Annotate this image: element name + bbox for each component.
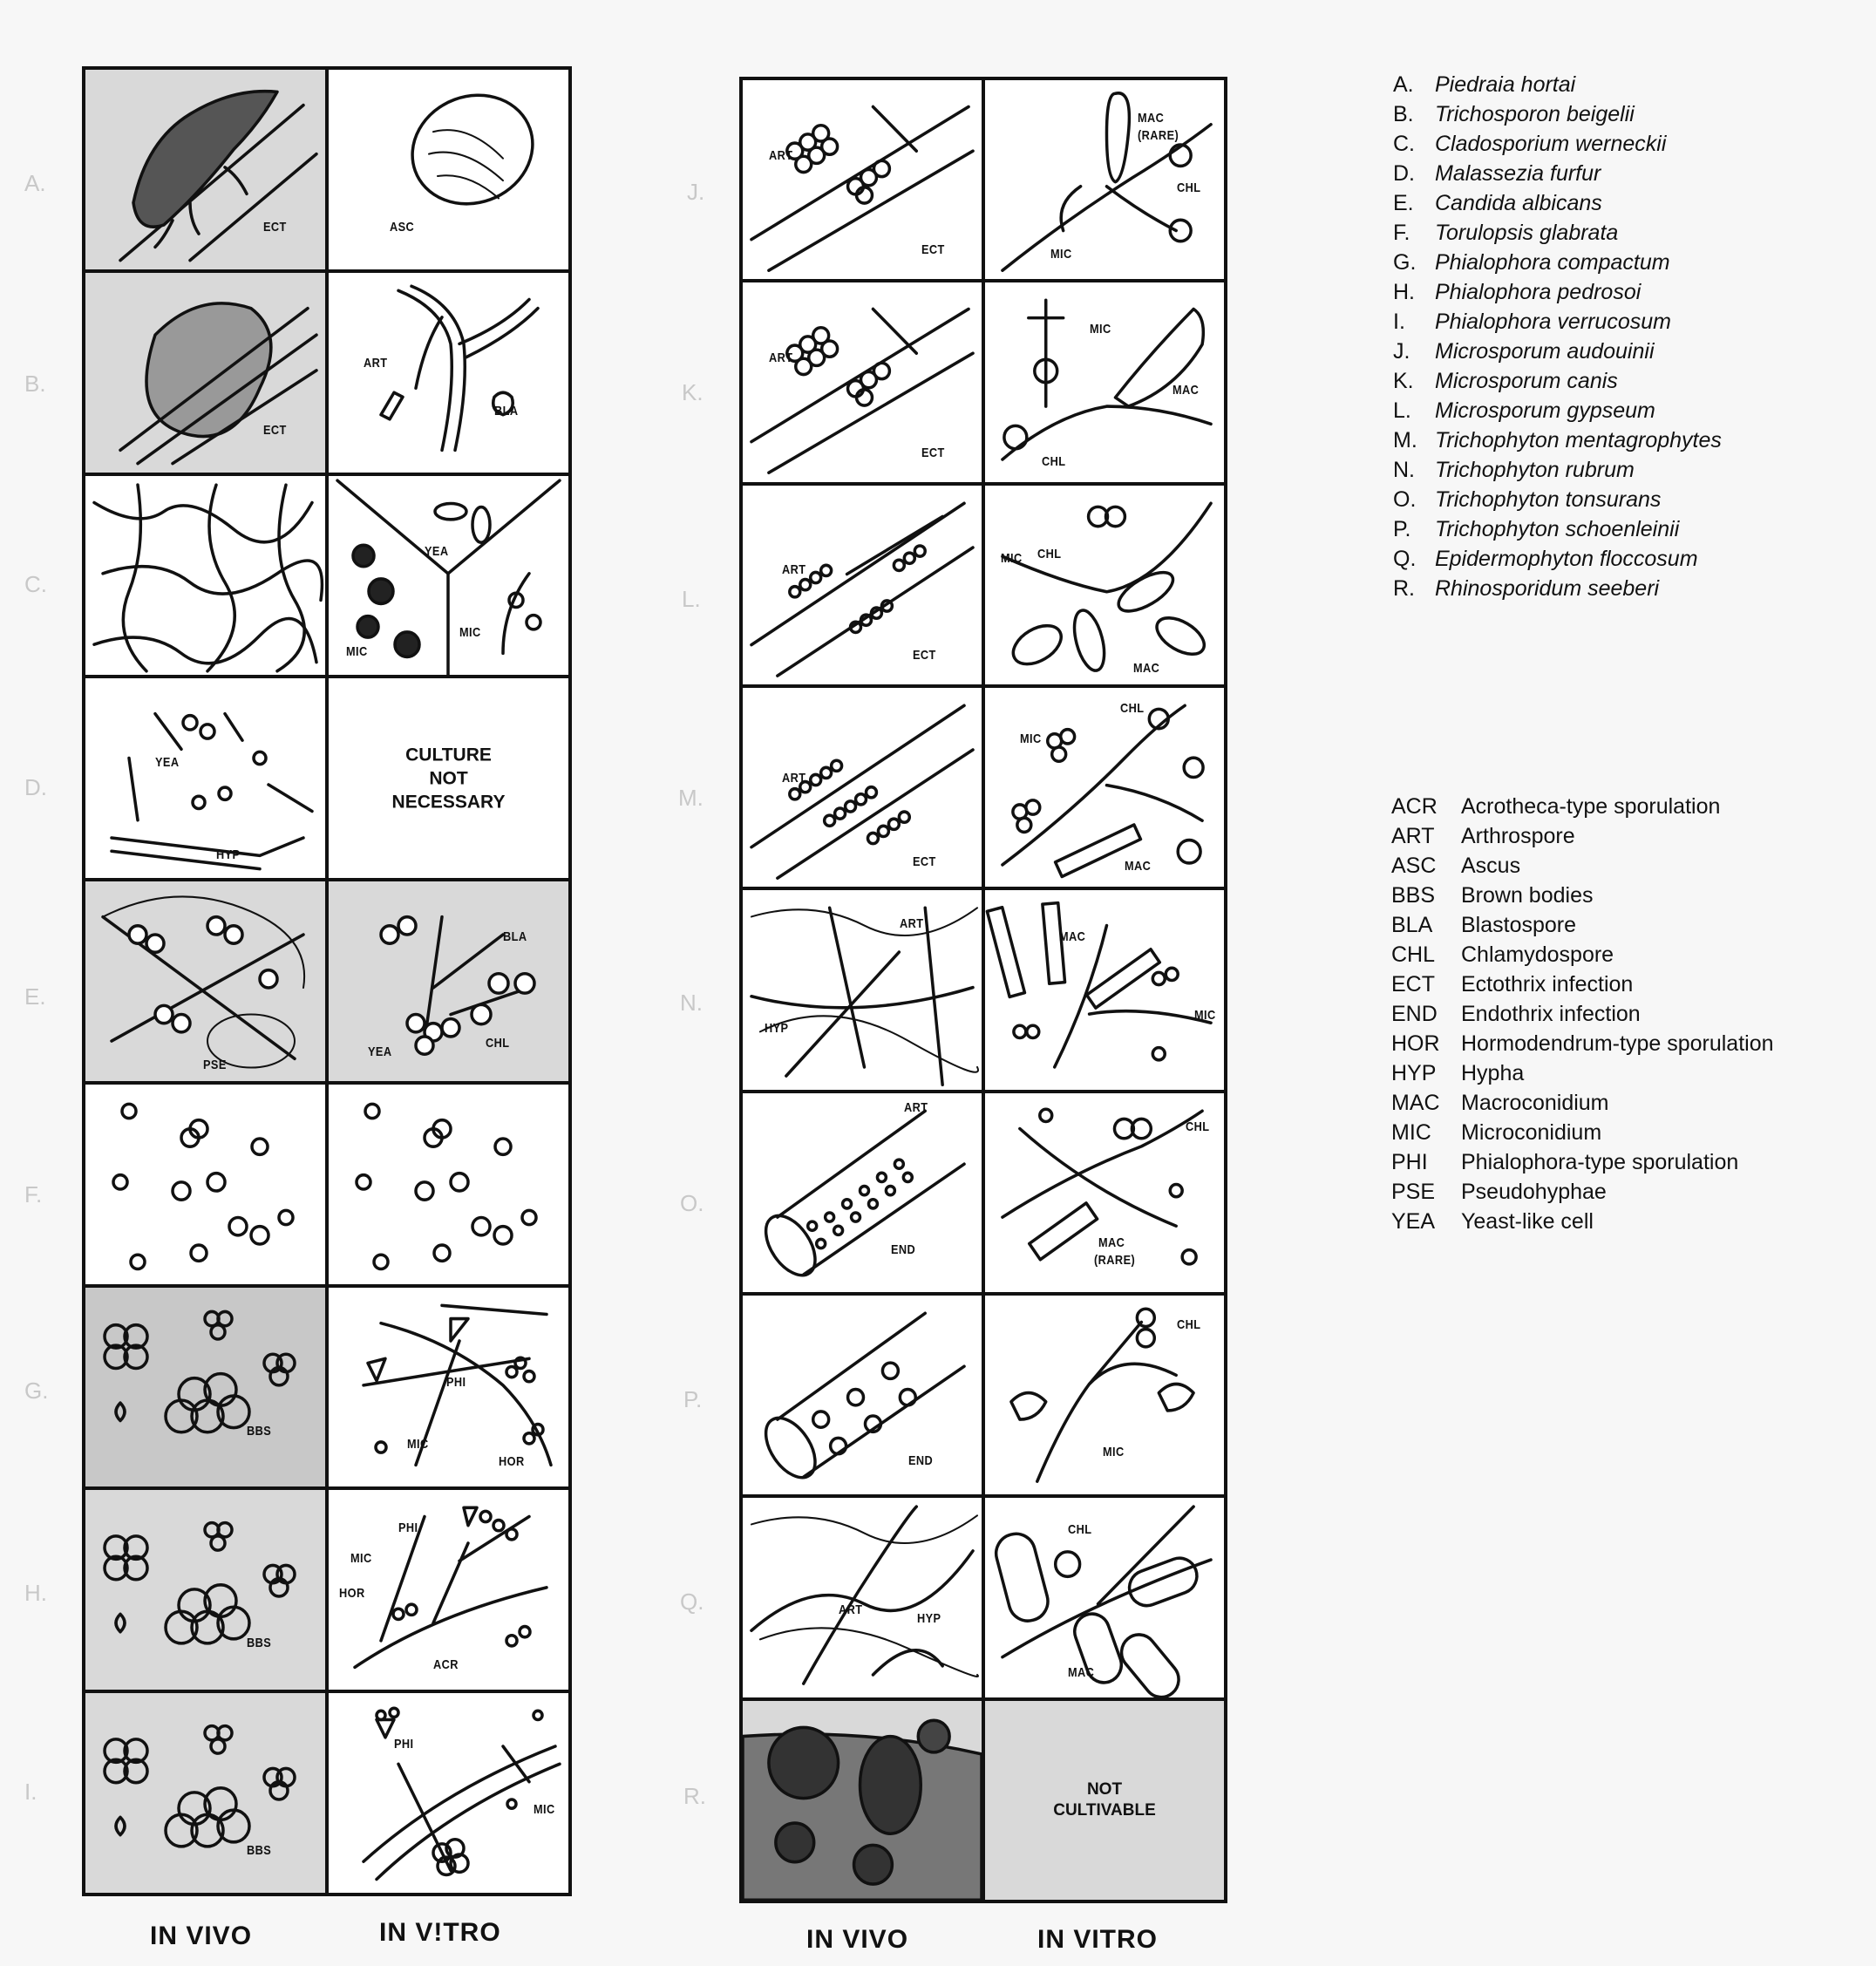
microsporum-gypseum-culture-illustration bbox=[985, 486, 1224, 684]
row-letter-a: A. bbox=[24, 170, 46, 196]
label-hyp: HYP bbox=[917, 1611, 941, 1627]
hyphal-network-illustration bbox=[85, 476, 325, 676]
legend-item: A. Piedraia hortai bbox=[1393, 72, 1576, 97]
candida-culture-illustration bbox=[329, 881, 568, 1081]
cell-h-in-vivo bbox=[85, 1490, 325, 1690]
label-phi: PHI bbox=[398, 1520, 418, 1536]
label-mac: MAC bbox=[1172, 383, 1200, 398]
piedra-nodule-illustration bbox=[85, 70, 325, 269]
trichophyton-rubrum-culture-illustration bbox=[985, 890, 1224, 1089]
label-art: ART bbox=[769, 148, 793, 163]
label-chl: CHL bbox=[1042, 453, 1066, 469]
row-letter-h: H. bbox=[24, 1580, 47, 1606]
cell-e-in-vitro bbox=[329, 881, 568, 1081]
label-hor: HOR bbox=[339, 1586, 365, 1602]
cell-p-in-vivo bbox=[743, 1296, 982, 1494]
cell-n-in-vivo bbox=[743, 890, 982, 1089]
cell-f-in-vivo bbox=[85, 1085, 325, 1284]
label-art: ART bbox=[900, 916, 924, 932]
legend-item: J. Microsporum audouinii bbox=[1393, 339, 1655, 364]
brown-bodies-illustration bbox=[85, 1288, 325, 1487]
phialophora-verrucosum-culture-illustration bbox=[329, 1693, 568, 1893]
cell-c-in-vivo bbox=[85, 476, 325, 676]
epidermophyton-hyphae-illustration bbox=[743, 1498, 982, 1697]
ectothrix-arthrospores-illustration bbox=[743, 282, 982, 481]
torulopsis-culture-illustration bbox=[329, 1085, 568, 1284]
row-letter-g: G. bbox=[24, 1378, 49, 1404]
abbreviation-item: ACR Acrotheca-type sporulation bbox=[1391, 794, 1721, 819]
legend-item: C. Cladosporium werneckii bbox=[1393, 132, 1667, 156]
row-letter-f: F. bbox=[24, 1181, 43, 1207]
label-mic: MIC bbox=[1103, 1445, 1125, 1460]
label-mic: MIC bbox=[534, 1802, 555, 1818]
label-art: ART bbox=[782, 561, 806, 577]
label-art: ART bbox=[782, 770, 806, 786]
cell-l-in-vivo bbox=[743, 486, 982, 684]
cell-r-in-vitro bbox=[985, 1701, 1224, 1900]
cell-a-in-vivo bbox=[85, 70, 325, 269]
row-letter-b: B. bbox=[24, 371, 46, 397]
trichophyton-mentagrophytes-culture-illustration bbox=[985, 688, 1224, 887]
row-letter-n: N. bbox=[680, 990, 703, 1016]
label-yea: YEA bbox=[368, 1044, 392, 1059]
label-ect: ECT bbox=[921, 445, 945, 460]
cell-g-in-vitro bbox=[329, 1288, 568, 1487]
label-chl: CHL bbox=[1177, 1316, 1201, 1332]
legend-item: G. Phialophora compactum bbox=[1393, 250, 1670, 275]
left-illustration-grid bbox=[82, 66, 572, 1896]
label-phi: PHI bbox=[446, 1374, 466, 1390]
legend-item: Q. Epidermophyton floccosum bbox=[1393, 547, 1698, 571]
cell-e-in-vivo bbox=[85, 881, 325, 1081]
cell-g-in-vivo bbox=[85, 1288, 325, 1487]
caption-left-in-vitro: IN V!TRO bbox=[379, 1918, 501, 1947]
abbreviation-item: BLA Blastospore bbox=[1391, 913, 1577, 937]
legend-item: N. Trichophyton rubrum bbox=[1393, 458, 1635, 482]
label-mic: MIC bbox=[1020, 731, 1042, 746]
label-ect: ECT bbox=[262, 219, 287, 235]
cell-m-in-vivo bbox=[743, 688, 982, 887]
ectothrix-spore-chains-illustration bbox=[743, 688, 982, 887]
label-ect: ECT bbox=[913, 854, 936, 870]
rubrum-hyphae-illustration bbox=[743, 890, 982, 1089]
label-mac: MAC bbox=[1098, 1235, 1125, 1250]
label-pse: PSE bbox=[203, 1057, 227, 1072]
label-mic: MIC bbox=[1090, 322, 1111, 337]
label-bla: BLA bbox=[503, 929, 527, 945]
label-mac: MAC bbox=[1133, 660, 1160, 676]
cell-o-in-vitro bbox=[985, 1093, 1224, 1292]
label-chl: CHL bbox=[1186, 1119, 1210, 1134]
label-ect: ECT bbox=[262, 422, 287, 438]
cell-j-in-vivo bbox=[743, 80, 982, 279]
cell-q-in-vivo bbox=[743, 1498, 982, 1697]
label-ect: ECT bbox=[913, 647, 936, 663]
label-mic: MIC bbox=[346, 644, 368, 660]
cell-q-in-vitro bbox=[985, 1498, 1224, 1697]
right-illustration-grid bbox=[739, 77, 1227, 1903]
legend-item: R. Rhinosporidum seeberi bbox=[1393, 576, 1660, 601]
row-letter-p: P. bbox=[683, 1386, 703, 1412]
legend-item: B. Trichosporon beigelii bbox=[1393, 102, 1635, 126]
legend-item: F. Torulopsis glabrata bbox=[1393, 221, 1619, 245]
cell-k-in-vitro bbox=[985, 282, 1224, 481]
abbreviation-legend bbox=[1391, 792, 1774, 1236]
cell-p-in-vitro bbox=[985, 1296, 1224, 1494]
cell-n-in-vitro bbox=[985, 890, 1224, 1089]
legend-item: H. Phialophora pedrosoi bbox=[1393, 280, 1642, 304]
brown-bodies-illustration bbox=[85, 1693, 325, 1893]
cell-i-in-vitro bbox=[329, 1693, 568, 1893]
label-mac: MAC bbox=[1125, 859, 1152, 874]
row-letter-c: C. bbox=[24, 571, 47, 597]
abbreviation-item: CHL Chlamydospore bbox=[1391, 942, 1614, 967]
cell-k-in-vivo bbox=[743, 282, 982, 481]
endothrix-hair-shaft-illustration bbox=[743, 1093, 982, 1292]
cell-m-in-vitro bbox=[985, 688, 1224, 887]
label-mic: MIC bbox=[1001, 550, 1023, 566]
row-letter-k: K. bbox=[682, 379, 704, 405]
row-letter-o: O. bbox=[680, 1190, 704, 1216]
label-art: ART bbox=[839, 1602, 863, 1618]
rhinosporidium-sporangia-illustration bbox=[743, 1701, 982, 1900]
label-ect: ECT bbox=[921, 242, 945, 258]
cell-a-in-vitro bbox=[329, 70, 568, 269]
abbreviation-item: ART Arthrospore bbox=[1391, 824, 1575, 848]
cell-d-in-vitro bbox=[329, 678, 568, 878]
ectothrix-arthrospores-illustration bbox=[743, 80, 982, 279]
label-yea: YEA bbox=[425, 543, 449, 559]
label-hor: HOR bbox=[499, 1454, 525, 1470]
row-letter-r: R. bbox=[683, 1783, 706, 1809]
caption-right-in-vitro: IN VITRO bbox=[1037, 1925, 1159, 1954]
abbreviation-item: HYP Hypha bbox=[1391, 1061, 1525, 1085]
arthrospore-blastospore-illustration bbox=[329, 273, 568, 473]
label-hyp: HYP bbox=[765, 1021, 789, 1037]
cell-f-in-vitro bbox=[329, 1085, 568, 1284]
yeast-hyphae-illustration bbox=[85, 678, 325, 878]
label-bbs: BBS bbox=[247, 1636, 272, 1651]
candida-pseudohyphae-illustration bbox=[85, 881, 325, 1081]
culture-not-necessary-text: CULTURE NOT NECESSARY bbox=[391, 745, 506, 813]
row-letter-j: J. bbox=[687, 179, 705, 205]
label-chl: CHL bbox=[1037, 546, 1062, 561]
caption-left-in-vivo: IN VIVO bbox=[150, 1922, 253, 1950]
label-yea: YEA bbox=[155, 755, 180, 771]
label-bla: BLA bbox=[494, 403, 519, 418]
not-cultivable-text: NOT CULTIVABLE bbox=[1053, 1779, 1156, 1820]
label-chl: CHL bbox=[1177, 180, 1201, 195]
cell-o-in-vivo bbox=[743, 1093, 982, 1292]
cell-b-in-vivo bbox=[85, 273, 325, 473]
cell-i-in-vivo bbox=[85, 1693, 325, 1893]
label-mac: MAC bbox=[1059, 929, 1086, 945]
label-end: END bbox=[891, 1242, 916, 1257]
label-phi: PHI bbox=[394, 1737, 414, 1752]
label-mic: MIC bbox=[1050, 247, 1072, 262]
label-mac: MAC bbox=[1138, 111, 1165, 126]
label-end: END bbox=[908, 1453, 934, 1469]
cell-d-in-vivo bbox=[85, 678, 325, 878]
brown-bodies-illustration bbox=[85, 1490, 325, 1690]
cell-j-in-vitro bbox=[985, 80, 1224, 279]
label-mic: MIC bbox=[1194, 1008, 1216, 1024]
ascus-illustration bbox=[329, 70, 568, 269]
legend-item: O. Trichophyton tonsurans bbox=[1393, 487, 1662, 512]
caption-right-in-vivo: IN VIVO bbox=[806, 1925, 909, 1954]
ectothrix-spore-chains-illustration bbox=[743, 486, 982, 684]
cell-c-in-vitro bbox=[329, 476, 568, 676]
row-letter-e: E. bbox=[24, 983, 46, 1010]
cell-h-in-vitro bbox=[329, 1490, 568, 1690]
cell-l-in-vitro bbox=[985, 486, 1224, 684]
label-chl: CHL bbox=[1120, 700, 1145, 716]
label-mic: MIC bbox=[459, 625, 481, 641]
abbreviation-item: HOR Hormodendrum-type sporulation bbox=[1391, 1031, 1774, 1056]
label-bbs: BBS bbox=[247, 1842, 272, 1858]
row-letter-m: M. bbox=[678, 785, 704, 811]
abbreviation-item: YEA Yeast-like cell bbox=[1391, 1209, 1594, 1234]
row-letter-q: Q. bbox=[680, 1588, 704, 1615]
abbreviation-item: ECT Ectothrix infection bbox=[1391, 972, 1634, 997]
abbreviation-item: ASC Ascus bbox=[1391, 854, 1521, 878]
label-rare: (RARE) bbox=[1094, 1252, 1136, 1268]
label-art: ART bbox=[769, 350, 793, 366]
label-hyp: HYP bbox=[216, 847, 241, 863]
abbreviation-item: PSE Pseudohyphae bbox=[1391, 1180, 1607, 1204]
label-mic: MIC bbox=[407, 1437, 429, 1452]
row-letter-d: D. bbox=[24, 774, 47, 800]
abbreviation-item: MIC Microconidium bbox=[1391, 1120, 1602, 1145]
legend-item: I. Phialophora verrucosum bbox=[1393, 310, 1671, 334]
label-chl: CHL bbox=[486, 1035, 510, 1051]
label-bbs: BBS bbox=[247, 1424, 272, 1439]
label-chl: CHL bbox=[1068, 1522, 1092, 1538]
endothrix-favic-hair-illustration bbox=[743, 1296, 982, 1494]
label-acr: ACR bbox=[433, 1657, 459, 1673]
legend-item: L. Microsporum gypseum bbox=[1393, 398, 1655, 423]
legend-item: P. Trichophyton schoenleinii bbox=[1393, 517, 1680, 541]
abbreviation-item: MAC Macroconidium bbox=[1391, 1091, 1609, 1115]
trichosporon-nodule-illustration bbox=[85, 273, 325, 473]
abbreviation-item: END Endothrix infection bbox=[1391, 1002, 1641, 1026]
legend-item: D. Malassezia furfur bbox=[1393, 161, 1601, 186]
label-mic: MIC bbox=[350, 1551, 372, 1567]
label-asc: ASC bbox=[390, 219, 415, 235]
epidermophyton-floccosum-culture-illustration bbox=[985, 1498, 1224, 1697]
cell-r-in-vivo bbox=[743, 1701, 982, 1900]
row-letter-l: L. bbox=[682, 586, 701, 612]
label-art: ART bbox=[364, 355, 388, 371]
abbreviation-item: PHI Phialophora-type sporulation bbox=[1391, 1150, 1739, 1174]
legend-item: K. Microsporum canis bbox=[1393, 369, 1618, 393]
species-legend bbox=[1393, 70, 1722, 603]
label-art: ART bbox=[904, 1099, 928, 1115]
torulopsis-yeast-illustration bbox=[85, 1085, 325, 1284]
label-mac: MAC bbox=[1068, 1664, 1095, 1680]
cell-b-in-vitro bbox=[329, 273, 568, 473]
legend-item: E. Candida albicans bbox=[1393, 191, 1602, 215]
label-rare: (RARE) bbox=[1138, 128, 1179, 143]
row-letter-i: I. bbox=[24, 1779, 37, 1805]
abbreviation-item: BBS Brown bodies bbox=[1391, 883, 1594, 908]
legend-item: M. Trichophyton mentagrophytes bbox=[1393, 428, 1722, 452]
